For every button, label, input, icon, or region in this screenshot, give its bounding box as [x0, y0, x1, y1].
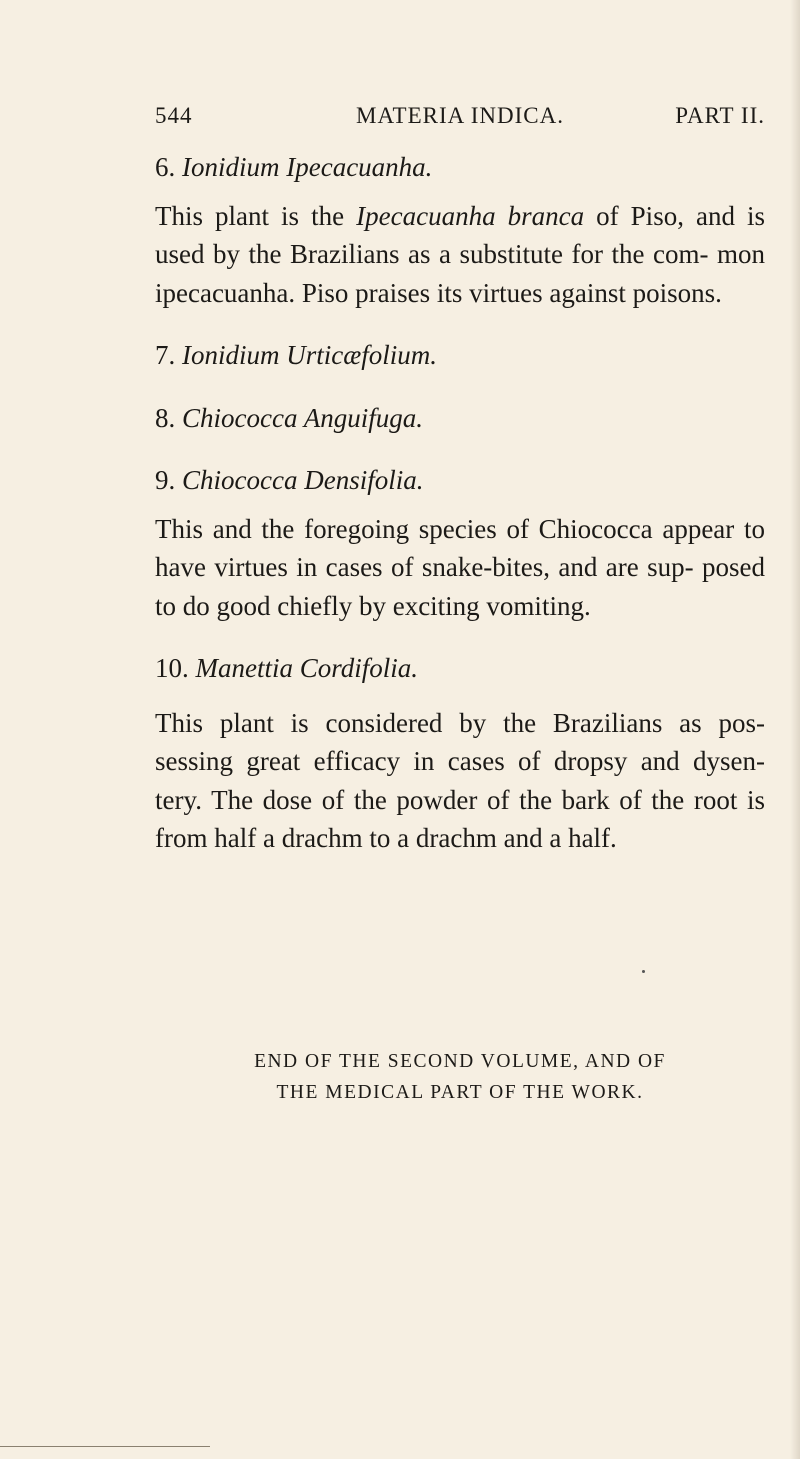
bottom-rule — [0, 1446, 210, 1447]
ink-speck — [642, 970, 645, 973]
page-edge-shadow — [790, 0, 800, 1459]
paragraph-manettia: This plant is considered by the Brazilians as pos- sessing great efficacy in cases of dropsy and dysen- tery. The dose of the powder of the bark of the root is from half a drachm to a drachm and a half. — [155, 707, 765, 853]
entry-heading-10: 10. Manettia Cordifolia. — [155, 653, 418, 683]
entry-heading-6: 6. Ionidium Ipecacuanha. — [155, 152, 433, 182]
paragraph-ipecacuanha: This plant is the Ipecacuanha branca of Piso, and is used by the Brazilians as a substitute for the com- mon ipecacuanha. Piso praises its virtues against poisons. — [155, 200, 766, 308]
page-number: 544 — [155, 103, 193, 128]
page-body — [155, 148, 765, 858]
end-note-line-2: THE MEDICAL PART OF THE WORK. — [276, 1082, 644, 1103]
entry-heading-7: 7. Ionidium Urticæfolium. — [155, 340, 437, 370]
running-title: MATERIA INDICA. — [356, 103, 564, 128]
end-note — [155, 1046, 765, 1108]
entry-heading-9: 9. Chiococca Densifolia. — [155, 465, 424, 495]
running-header — [155, 103, 765, 143]
part-label: PART II. — [675, 103, 765, 128]
entry-heading-8: 8. Chiococca Anguifuga. — [155, 402, 423, 433]
paragraph-chiococca: This and the foregoing species of Chiococca appear to have virtues in cases of snake-bites, and are sup- posed to do good chiefly by exciting vomiting. — [155, 513, 765, 621]
end-note-line-1: END OF THE SECOND VOLUME, AND OF — [254, 1051, 666, 1072]
